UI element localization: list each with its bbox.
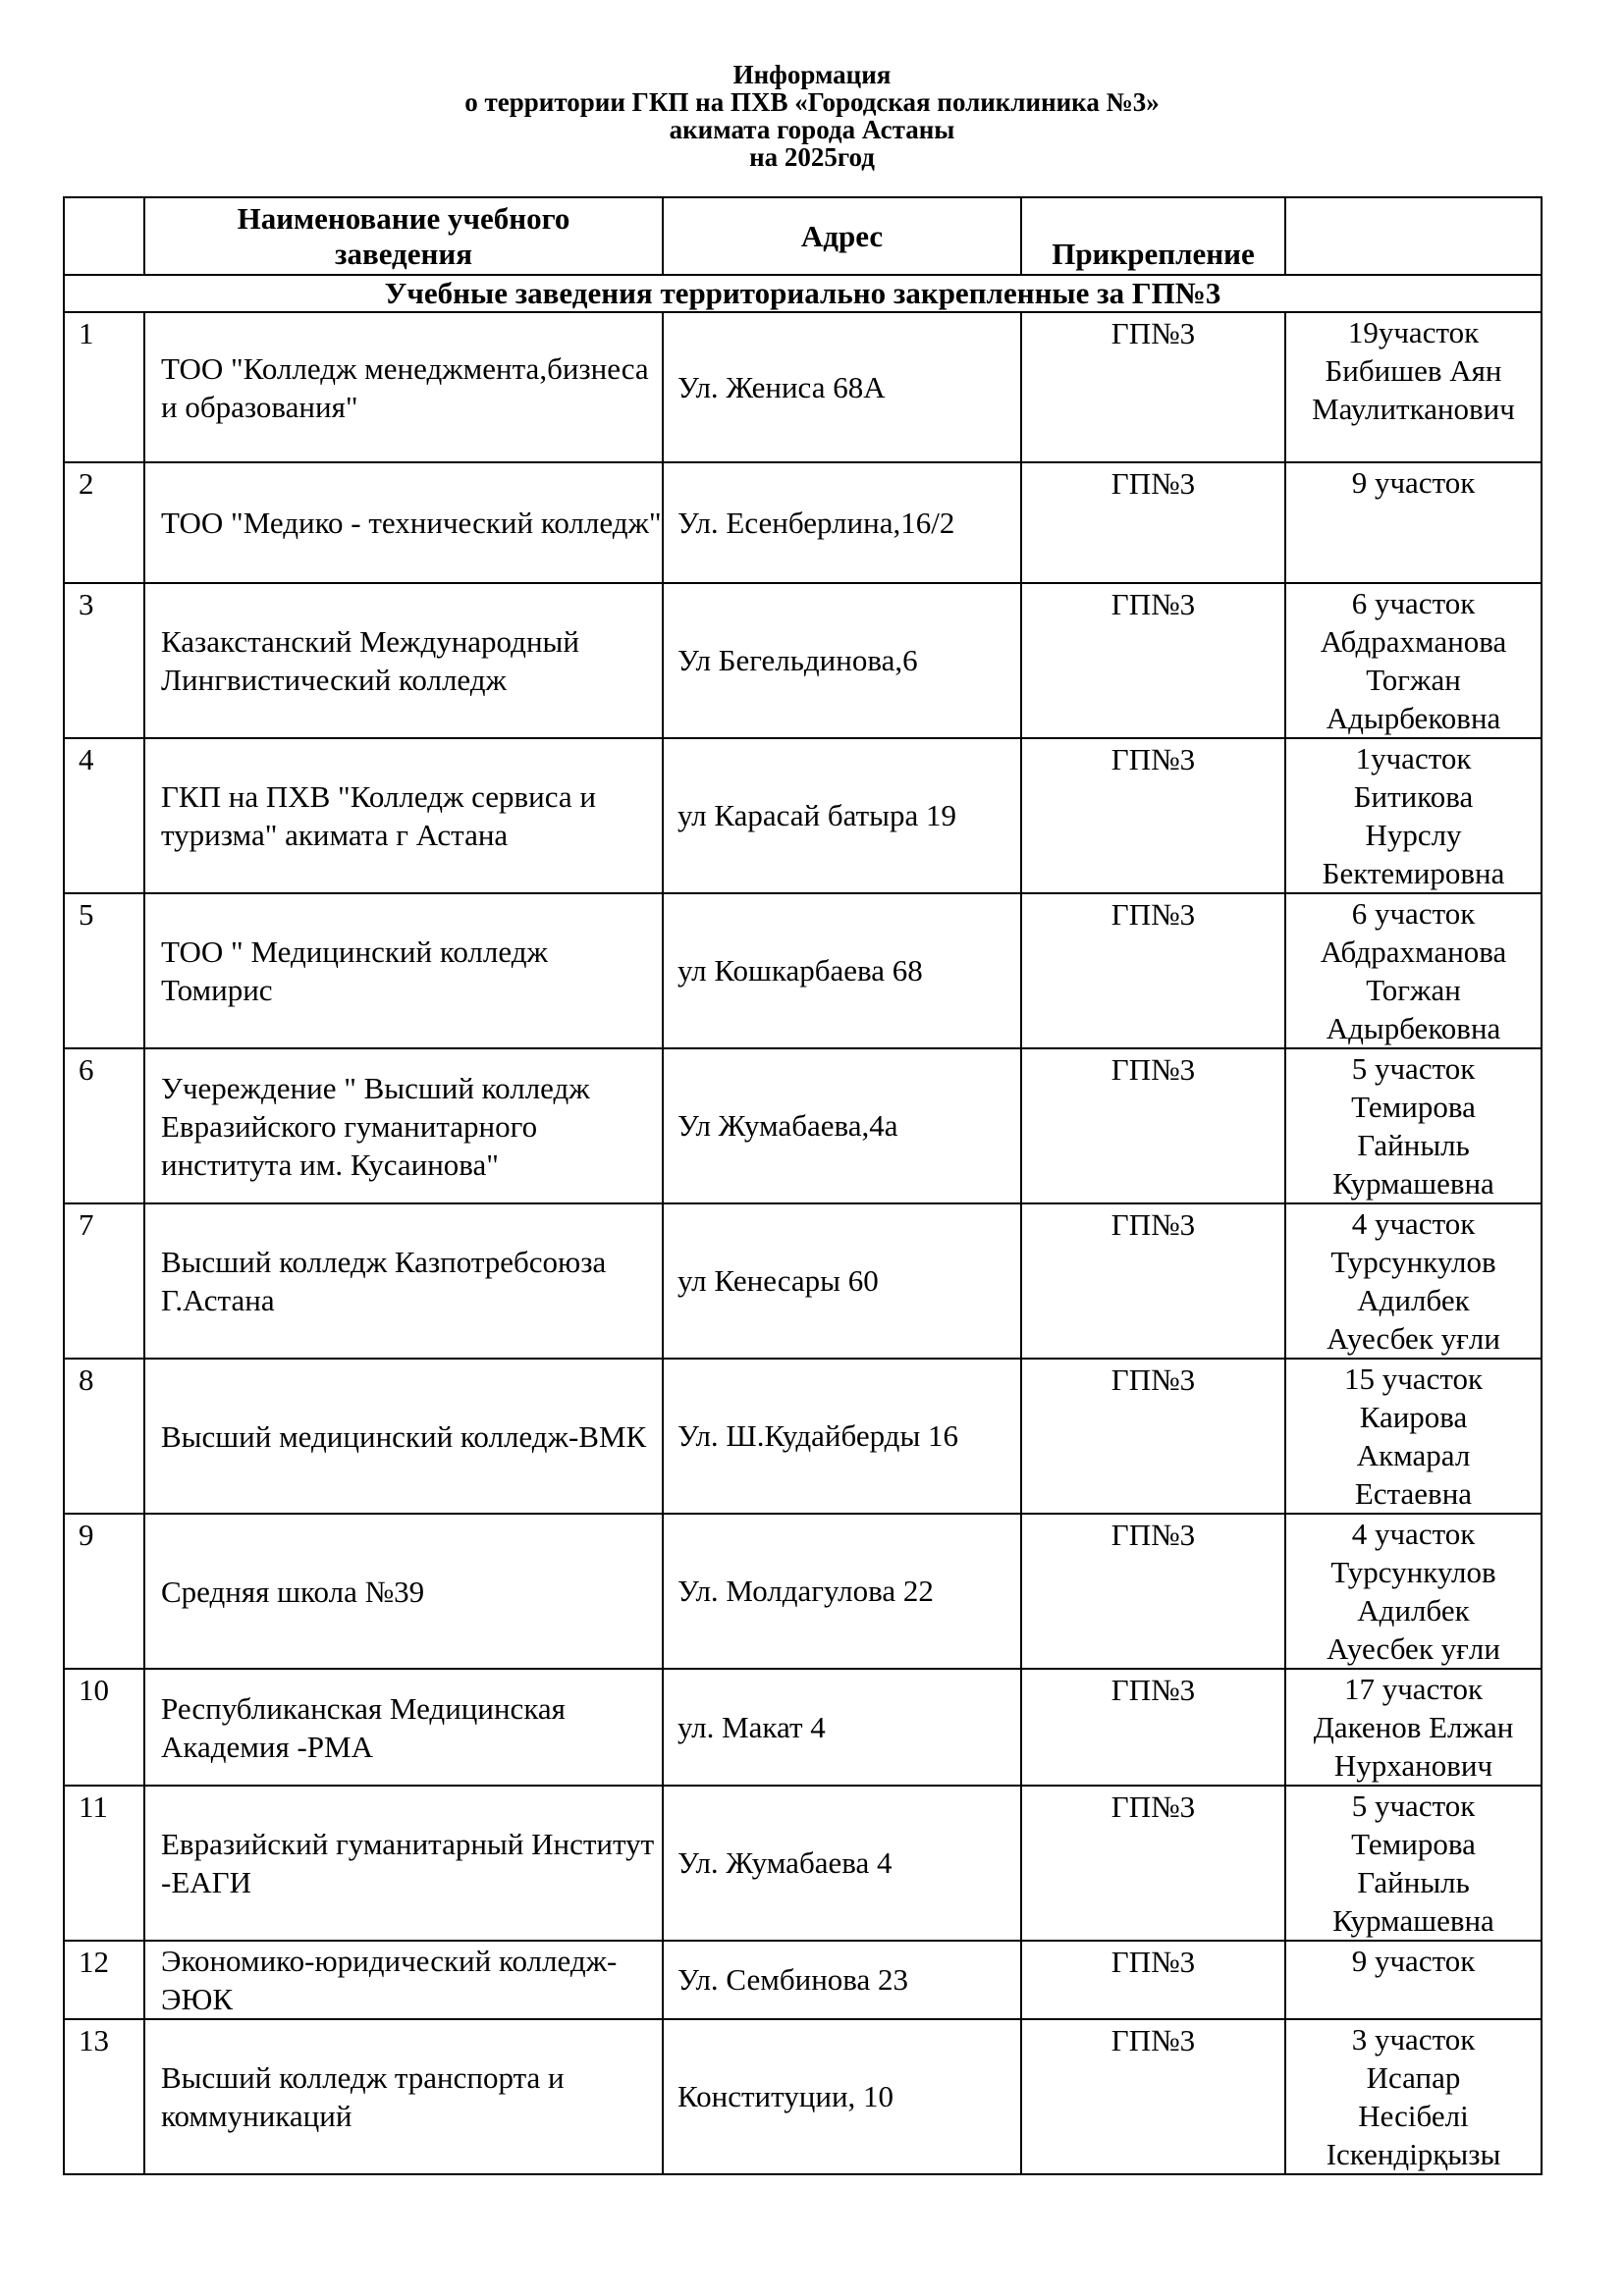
table-row (64, 738, 1542, 893)
attachment: ГП№3 (1021, 2019, 1285, 2174)
institution-name: Средняя школа №39 (144, 1514, 663, 1669)
attachment: ГП№3 (1021, 1941, 1285, 2019)
section-title: Учебные заведения территориально закрепленные за ГП№3 (64, 275, 1542, 312)
section-row (64, 275, 1542, 312)
institution-name: Высший медицинский колледж-ВМК (144, 1359, 663, 1514)
title-line-4: на 2025год (749, 142, 875, 172)
institution-name: Экономико-юридический колледж- ЭЮК (144, 1941, 663, 2019)
institution-address: Ул. Молдагулова 22 (663, 1514, 1021, 1669)
institution-name: Высший колледж транспорта и коммуникаций (144, 2019, 663, 2174)
institutions-table (63, 196, 1543, 2175)
header-attachment: Прикрепление (1021, 197, 1285, 275)
table-header-row (64, 197, 1542, 275)
row-number: 2 (64, 462, 144, 583)
institution-address: Ул. Сембинова 23 (663, 1941, 1021, 2019)
table-row (64, 1786, 1542, 1941)
institution-name: Республиканская Медицинская Академия -РМА (144, 1669, 663, 1786)
site-info: 17 участок Дакенов Елжан Нурханович (1285, 1669, 1542, 1786)
row-number: 6 (64, 1048, 144, 1203)
site-info: 9 участок (1285, 462, 1542, 583)
institution-address: Ул. Ш.Кудайберды 16 (663, 1359, 1021, 1514)
header-site (1285, 197, 1542, 275)
institution-name: Казакстанский Международный Лингвистический колледж (144, 583, 663, 738)
attachment: ГП№3 (1021, 1203, 1285, 1359)
row-number: 4 (64, 738, 144, 893)
row-number: 8 (64, 1359, 144, 1514)
table-row (64, 893, 1542, 1048)
site-info: 4 участок Турсункулов Адилбек Ауесбек уғли (1285, 1203, 1542, 1359)
attachment: ГП№3 (1021, 1669, 1285, 1786)
site-info: 5 участок Темирова Гайныль Курмашевна (1285, 1786, 1542, 1941)
attachment: ГП№3 (1021, 1786, 1285, 1941)
site-info: 3 участок Исапар Несібелі Іскендірқызы (1285, 2019, 1542, 2174)
institution-address: ул Кошкарбаева 68 (663, 893, 1021, 1048)
row-number: 1 (64, 312, 144, 462)
institution-name: Учереждение " Высший колледж Евразийского гуманитарного института им. Кусаинова" (144, 1048, 663, 1203)
table-row (64, 1048, 1542, 1203)
attachment: ГП№3 (1021, 893, 1285, 1048)
table-body (64, 275, 1542, 2174)
attachment: ГП№3 (1021, 738, 1285, 893)
row-number: 11 (64, 1786, 144, 1941)
institution-name: ТОО "Колледж менеджмента,бизнеса и образования" (144, 312, 663, 462)
site-info: 6 участок Абдрахманова Тогжан Адырбековна (1285, 583, 1542, 738)
row-number: 10 (64, 1669, 144, 1786)
site-info: 5 участок Темирова Гайныль Курмашевна (1285, 1048, 1542, 1203)
header-name-line1: Наименование учебного (237, 200, 570, 236)
institution-name: ТОО " Медицинский колледж Томирис (144, 893, 663, 1048)
site-info: 15 участок Каирова Акмарал Естаевна (1285, 1359, 1542, 1514)
row-number: 7 (64, 1203, 144, 1359)
attachment: ГП№3 (1021, 462, 1285, 583)
attachment: ГП№3 (1021, 1514, 1285, 1669)
header-name-line2: заведения (335, 236, 472, 271)
site-info: 1участок Битикова Нурслу Бектемировна (1285, 738, 1542, 893)
institution-address: Ул Жумабаева,4а (663, 1048, 1021, 1203)
institution-address: Конституции, 10 (663, 2019, 1021, 2174)
header-address: Адрес (663, 197, 1021, 275)
header-num (64, 197, 144, 275)
institution-name: Высший колледж Казпотребсоюза Г.Астана (144, 1203, 663, 1359)
table-row (64, 583, 1542, 738)
table-row (64, 312, 1542, 462)
title-line-3: акимата города Астаны (669, 115, 955, 144)
table-row (64, 2019, 1542, 2174)
row-number: 13 (64, 2019, 144, 2174)
institution-address: ул. Макат 4 (663, 1669, 1021, 1786)
institution-address: ул Карасай батыра 19 (663, 738, 1021, 893)
site-info: 6 участок Абдрахманова Тогжан Адырбековна (1285, 893, 1542, 1048)
title-line-1: Информация (732, 60, 892, 89)
institution-address: ул Кенесары 60 (663, 1203, 1021, 1359)
row-number: 5 (64, 893, 144, 1048)
row-number: 3 (64, 583, 144, 738)
row-number: 12 (64, 1941, 144, 2019)
attachment: ГП№3 (1021, 1359, 1285, 1514)
title-line-2: о территории ГКП на ПХВ «Городская поликлиника №3» (464, 87, 1160, 117)
table-row (64, 1941, 1542, 2019)
site-info: 4 участок Турсункулов Адилбек Ауесбек уғли (1285, 1514, 1542, 1669)
table-row (64, 1669, 1542, 1786)
document-title (0, 61, 1624, 171)
institution-address: Ул. Жумабаева 4 (663, 1786, 1021, 1941)
attachment: ГП№3 (1021, 1048, 1285, 1203)
institution-address: Ул Бегельдинова,6 (663, 583, 1021, 738)
attachment: ГП№3 (1021, 583, 1285, 738)
site-info: 19участок Бибишев Аян Маулитканович (1285, 312, 1542, 462)
table-row (64, 462, 1542, 583)
row-number: 9 (64, 1514, 144, 1669)
institution-address: Ул. Жениса 68А (663, 312, 1021, 462)
table-row (64, 1203, 1542, 1359)
site-info: 9 участок (1285, 1941, 1542, 2019)
institution-name: Евразийский гуманитарный Институт -ЕАГИ (144, 1786, 663, 1941)
table-row (64, 1514, 1542, 1669)
institution-address: Ул. Есенберлина,16/2 (663, 462, 1021, 583)
attachment: ГП№3 (1021, 312, 1285, 462)
table-row (64, 1359, 1542, 1514)
institution-name: ТОО "Медико - технический колледж" (144, 462, 663, 583)
header-name (144, 197, 663, 275)
institution-name: ГКП на ПХВ "Колледж сервиса и туризма" акимата г Астана (144, 738, 663, 893)
